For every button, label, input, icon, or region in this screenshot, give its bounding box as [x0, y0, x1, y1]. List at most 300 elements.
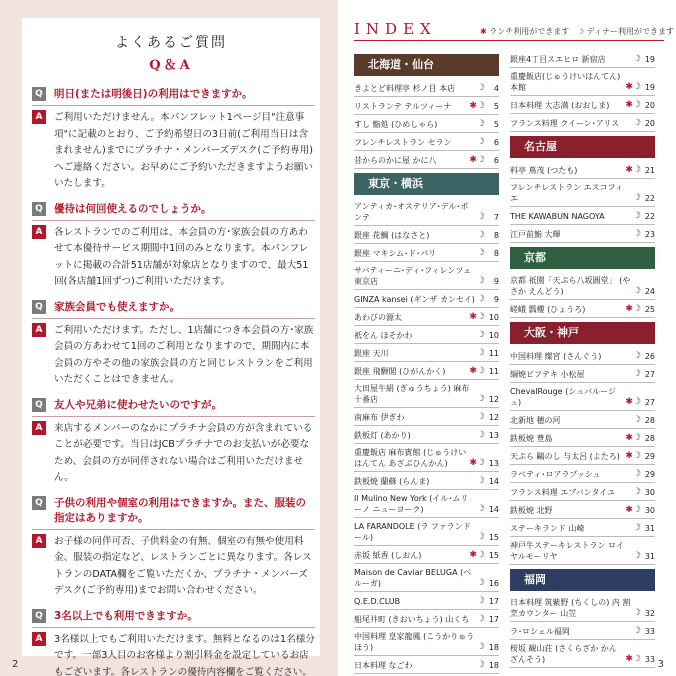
restaurant-name: 嵯峨 瓢樓 (ひょうろ)	[510, 305, 586, 314]
legend-dinner-label: ディナー利用ができます	[586, 27, 674, 36]
answer-text: 3名様以上でもご利用いただけます。無料となるのは1名様分です。一部3人目のお客様より割引料金を設定しているお店もございます。各レストランの優待内容欄をご覧ください。	[54, 633, 315, 676]
index-entry	[354, 592, 499, 610]
answer-row	[32, 106, 315, 195]
page-ref: 16	[488, 579, 499, 588]
a-badge: A	[32, 323, 46, 337]
star-lunch-icon: ✱	[625, 397, 633, 407]
q-badge: Q	[32, 300, 46, 314]
availability-icons	[625, 397, 641, 408]
index-entry	[354, 115, 499, 133]
restaurant-name: 神戸牛ステーキレストラン ロイヤルモーリヤ	[510, 541, 624, 561]
restaurant-name: アンティカ･オステリア･デル･ポンテ	[354, 202, 469, 222]
star-lunch-icon: ✱	[469, 101, 477, 111]
answer-text: 来店するメンバーのなかにプラチナ会員の方が含まれていることが必要です。当日はJCBプラチナでのお支払いが必要なため、会員の方が同伴されない場合はご利用いただけません。	[54, 422, 313, 483]
moon-dinner-icon: ☽	[632, 505, 641, 515]
index-rule	[354, 40, 664, 41]
moon-dinner-icon: ☽	[476, 137, 485, 147]
page-ref: 31	[644, 524, 655, 533]
moon-dinner-icon: ☽	[476, 330, 485, 340]
moon-dinner-icon: ☽	[476, 532, 485, 542]
star-lunch-icon: ✱	[625, 100, 633, 110]
page-ref: 4	[493, 84, 499, 93]
index-entry	[354, 408, 499, 426]
availability-icons	[469, 312, 485, 323]
page-ref: 12	[488, 413, 499, 422]
index-entry	[354, 133, 499, 151]
availability-icons	[477, 330, 485, 341]
page-ref: 18	[488, 661, 499, 670]
availability-icons	[625, 654, 641, 665]
page-ref: 13	[488, 459, 499, 468]
moon-dinner-icon: ☽	[476, 394, 485, 404]
availability-icons	[633, 626, 641, 637]
star-lunch-icon: ✱	[469, 155, 477, 165]
availability-icons	[477, 596, 485, 607]
availability-icons	[625, 433, 641, 444]
availability-icons	[633, 415, 641, 426]
answer-row	[32, 417, 315, 489]
availability-icons	[469, 155, 485, 166]
index-entry	[354, 198, 499, 226]
availability-icons	[633, 369, 641, 380]
moon-dinner-icon: ☽	[632, 165, 641, 175]
index-section-header: 京都	[510, 247, 655, 269]
star-lunch-icon: ✱	[469, 458, 477, 468]
moon-dinner-icon: ☽	[476, 412, 485, 422]
restaurant-name: 銀座 飛騨閣 (ひがんかく)	[354, 367, 446, 376]
availability-icons	[633, 351, 641, 362]
answer-row	[32, 530, 315, 602]
index-entry	[510, 465, 655, 483]
index-legend	[480, 26, 674, 37]
index-entry	[354, 326, 499, 344]
moon-dinner-icon: ☽	[476, 550, 485, 560]
page-ref: 19	[644, 55, 655, 64]
page-ref: 17	[488, 597, 499, 606]
restaurant-name: Q.E.D.CLUB	[354, 597, 401, 606]
availability-icons	[477, 642, 485, 653]
restaurant-name: 銀座4丁目スエヒロ 新宿店	[510, 55, 606, 64]
page-ref: 26	[644, 352, 655, 361]
qa-subtitle: Q＆A	[149, 58, 193, 73]
restaurant-name: THE KAWABUN NAGOYA	[510, 212, 605, 221]
availability-icons	[477, 348, 485, 359]
page-ref: 28	[644, 416, 655, 425]
qa-item	[32, 394, 315, 489]
page-ref: 9	[493, 277, 499, 286]
index-entry	[354, 244, 499, 262]
index-entry	[510, 383, 655, 411]
qa-list	[32, 80, 315, 676]
availability-icons	[633, 118, 641, 129]
page-ref: 22	[644, 212, 655, 221]
star-lunch-icon: ✱	[625, 505, 633, 515]
moon-dinner-icon: ☽	[632, 304, 641, 314]
restaurant-name: 北新地 穂の河	[510, 416, 561, 425]
restaurant-name: ラ･ロシェル福岡	[510, 627, 570, 636]
page-ref: 17	[488, 615, 499, 624]
right-page	[338, 0, 676, 676]
index-entry	[354, 308, 499, 326]
page-ref: 15	[488, 551, 499, 560]
moon-dinner-icon: ☽	[476, 248, 485, 258]
index-entry	[354, 518, 499, 546]
page-ref: 29	[644, 470, 655, 479]
index-entry	[510, 483, 655, 501]
question-text: 3名以上でも利用できますか。	[54, 609, 198, 622]
page-ref: 30	[644, 488, 655, 497]
moon-dinner-icon: ☽	[476, 348, 485, 358]
qa-item	[32, 198, 315, 293]
index-section-header: 大阪・神戸	[510, 322, 655, 344]
moon-dinner-icon: ☽	[476, 504, 485, 514]
availability-icons	[477, 230, 485, 241]
qa-item	[32, 296, 315, 391]
a-badge: A	[32, 110, 46, 124]
page-ref: 10	[488, 313, 499, 322]
restaurant-name: あわびの源太	[354, 313, 402, 322]
index-entry	[354, 79, 499, 97]
index-entry	[510, 207, 655, 225]
restaurant-name: ステーキランド 山崎	[510, 524, 585, 533]
index-entry	[510, 179, 655, 207]
page-ref: 8	[493, 249, 499, 258]
restaurant-name: 日本料理 大志満 (おおしま)	[510, 101, 610, 110]
qa-title: よくあるご質問	[115, 35, 227, 51]
question-row	[32, 198, 315, 221]
index-entry	[510, 365, 655, 383]
moon-dinner-icon: ☽	[476, 119, 485, 129]
index-column-1	[354, 50, 499, 674]
restaurant-name: 日本料理 筑紫野 (ちくしの) 内 割烹カウンター 山笠	[510, 598, 631, 618]
restaurant-name: LA FARANDOLE (ラ ファランドール)	[354, 522, 471, 542]
page-ref: 6	[493, 138, 499, 147]
moon-dinner-icon: ☽	[632, 451, 641, 461]
moon-dinner-icon: ☽	[476, 294, 485, 304]
availability-icons	[477, 394, 485, 405]
restaurant-name: Maison de Caviar BELUGA (ベルーガ)	[354, 568, 472, 588]
page-ref: 31	[644, 552, 655, 561]
index-entry	[354, 490, 499, 518]
availability-icons	[477, 137, 485, 148]
restaurant-name: 料亭 蔦茂 (つたも)	[510, 166, 578, 175]
index-section-header: 福岡	[510, 569, 655, 591]
availability-icons	[477, 660, 485, 671]
question-text: 友人や兄弟に使わせたいのですが。	[54, 398, 222, 411]
page-number-left: 2	[12, 659, 19, 670]
restaurant-name: フレンチレストラン エスコフィエ	[510, 183, 623, 203]
moon-dinner-icon: ☽	[632, 118, 641, 128]
moon-dinner-icon: ☽	[632, 100, 641, 110]
restaurant-name: 赤坂 紙香 (しおん)	[354, 551, 422, 560]
star-lunch-icon: ✱	[625, 433, 633, 443]
availability-icons	[469, 101, 485, 112]
page-ref: 22	[644, 194, 655, 203]
index-entry	[510, 429, 655, 447]
index-entry	[354, 472, 499, 490]
availability-icons	[469, 550, 485, 561]
index-entry	[354, 290, 499, 308]
moon-dinner-icon: ☽	[632, 397, 641, 407]
restaurant-name: 綱焼ビフテキ 小松屋	[510, 370, 585, 379]
availability-icons	[625, 505, 641, 516]
moon-dinner-icon: ☽	[632, 229, 641, 239]
page-ref: 5	[493, 120, 499, 129]
index-entry	[354, 656, 499, 674]
index-column-2	[510, 50, 655, 668]
availability-icons	[633, 193, 641, 204]
star-lunch-icon: ✱	[469, 550, 477, 560]
restaurant-name: 中国料理 皇家龍鳳 (こうかりゅうほう)	[354, 632, 475, 652]
star-lunch-icon: ✱	[469, 366, 477, 376]
index-entry	[510, 519, 655, 537]
page-ref: 7	[493, 213, 499, 222]
page-ref: 27	[644, 370, 655, 379]
index-entry	[510, 161, 655, 179]
moon-dinner-icon: ☽	[632, 523, 641, 533]
star-lunch-icon: ✱	[480, 27, 487, 36]
index-entry	[354, 546, 499, 564]
availability-icons	[477, 430, 485, 441]
star-lunch-icon: ✱	[469, 312, 477, 322]
page-ref: 11	[488, 349, 499, 358]
moon-dinner-icon: ☽	[632, 654, 641, 664]
page-ref: 23	[644, 230, 655, 239]
restaurant-name: 重慶飯店 麻布賓館 (じゅうけいはんてん あざぶひんかん)	[354, 448, 467, 468]
restaurant-name: 銀座 マキシム･ド･パリ	[354, 249, 437, 258]
availability-icons	[477, 532, 485, 543]
moon-dinner-icon: ☽	[632, 415, 641, 425]
index-entry	[354, 628, 499, 656]
page-ref: 14	[488, 477, 499, 486]
question-row	[32, 492, 315, 530]
index-entry	[354, 226, 499, 244]
page-ref: 12	[488, 395, 499, 404]
page-ref: 32	[644, 609, 655, 618]
index-entry	[510, 622, 655, 640]
page-ref: 33	[644, 655, 655, 664]
restaurant-name: 鉄板焼 北野	[510, 506, 553, 515]
availability-icons	[477, 212, 485, 223]
question-row	[32, 296, 315, 319]
a-badge: A	[32, 225, 46, 239]
page-ref: 18	[488, 643, 499, 652]
restaurant-name: すし 鮨処 (ひめしゃら)	[354, 120, 438, 129]
restaurant-name: 大田屋牛絹 (ぎゅうちょう) 麻布十番店	[354, 384, 470, 404]
restaurant-name: リストランテ テルツィーナ	[354, 102, 452, 111]
answer-row	[32, 221, 315, 293]
availability-icons	[633, 286, 641, 297]
index-entry	[510, 114, 655, 132]
legend-lunch-label: ランチ利用ができます	[489, 27, 570, 36]
index-entry	[354, 426, 499, 444]
moon-dinner-icon: ☽	[476, 430, 485, 440]
index-entry	[510, 501, 655, 519]
index-entry	[354, 380, 499, 408]
answer-text: ご利用いただけません。本パンフレット1ページ目"注意事項"に記載のとおり、ご予約希望日の3日前(ご利用当日は含まれません)までにプラチナ・メンバーズデスク(ご予約専用)へご連絡ください。お早めにご予約いただきますようお願いいたします。	[54, 112, 314, 189]
moon-dinner-icon: ☽	[476, 596, 485, 606]
moon-dinner-icon: ☽	[632, 351, 641, 361]
answer-row	[32, 319, 315, 391]
page-ref: 6	[493, 156, 499, 165]
availability-icons	[477, 504, 485, 515]
availability-icons	[625, 82, 641, 93]
index-entry	[354, 262, 499, 290]
moon-dinner-icon: ☽	[476, 642, 485, 652]
restaurant-name: 祇をん ほそかわ	[354, 331, 413, 340]
moon-dinner-icon: ☽	[476, 458, 485, 468]
page-ref: 20	[644, 119, 655, 128]
moon-dinner-icon: ☽	[632, 626, 641, 636]
moon-dinner-icon: ☽	[476, 155, 485, 165]
question-row	[32, 605, 315, 628]
restaurant-name: フランス料理 クイーン･アリス	[510, 119, 620, 128]
restaurant-name: サバティーニ･ディ･フィレンツェ 東京店	[354, 266, 472, 286]
moon-dinner-icon: ☽	[632, 608, 641, 618]
answer-text: お子様の同伴可否、子供料金の有無、個室の有無や使用料金、服装の指定など、レストランごとに異なります。各レストランのDATA欄をご覧いただくか、プラチナ・メンバーズデスク(ご予約専用)までお問い合わせください。	[54, 535, 312, 596]
restaurant-name: 江戸前鮨 大輝	[510, 230, 561, 239]
restaurant-name: フランス料理 エブバンタイユ	[510, 488, 615, 497]
index-entry	[354, 444, 499, 472]
page-ref: 29	[644, 452, 655, 461]
index-entry	[510, 594, 655, 622]
moon-dinner-icon: ☽	[632, 369, 641, 379]
page-ref: 25	[644, 305, 655, 314]
question-row	[32, 83, 315, 106]
question-text: 家族会員でも使えますか。	[54, 300, 180, 313]
restaurant-name: 中国料理 燦宮 (さんぐう)	[510, 352, 602, 361]
moon-dinner-icon: ☽	[632, 433, 641, 443]
star-lunch-icon: ✱	[625, 82, 633, 92]
moon-dinner-icon: ☽	[576, 27, 585, 36]
restaurant-name: 昔からのかに屋 かに八	[354, 156, 437, 165]
moon-dinner-icon: ☽	[476, 230, 485, 240]
page-ref: 14	[488, 505, 499, 514]
page-ref: 33	[644, 627, 655, 636]
star-lunch-icon: ✱	[625, 304, 633, 314]
page-ref: 9	[493, 295, 499, 304]
page-ref: 10	[488, 331, 499, 340]
a-badge: A	[32, 632, 46, 646]
index-section-header: 名古屋	[510, 136, 655, 158]
index-entry	[510, 225, 655, 243]
restaurant-name: フレンチレストラン セラン	[354, 138, 452, 147]
answer-text: ご利用いただけます。ただし、1店舗につき本会員の方･家族会員の方あわせて1回のご利用となりますので、期間内に本会員の方やその他の家族会員の方と同じレストランをご利用いただくことはできません。	[54, 324, 314, 385]
moon-dinner-icon: ☽	[632, 286, 641, 296]
moon-dinner-icon: ☽	[476, 578, 485, 588]
a-badge: A	[32, 534, 46, 548]
index-entry	[510, 96, 655, 114]
moon-dinner-icon: ☽	[476, 476, 485, 486]
page-ref: 27	[644, 398, 655, 407]
moon-dinner-icon: ☽	[476, 614, 485, 624]
restaurant-name: 日本料理 なごわ	[354, 661, 413, 670]
availability-icons	[633, 608, 641, 619]
qa-card	[22, 18, 320, 676]
index-entry	[510, 640, 655, 668]
restaurant-name: 桜坂 観山荘 (さくらざか かんざんそう)	[510, 644, 617, 664]
star-lunch-icon: ✱	[625, 654, 633, 664]
q-badge: Q	[32, 398, 46, 412]
q-badge: Q	[32, 496, 46, 510]
availability-icons	[477, 276, 485, 287]
restaurant-name: 鉄板灯 (あかり)	[354, 431, 411, 440]
availability-icons	[477, 83, 485, 94]
moon-dinner-icon: ☽	[632, 487, 641, 497]
moon-dinner-icon: ☽	[632, 82, 641, 92]
availability-icons	[477, 578, 485, 589]
moon-dinner-icon: ☽	[632, 54, 641, 64]
index-entry	[510, 347, 655, 365]
restaurant-name: ラベティ･ロアラプッシュ	[510, 470, 601, 479]
answer-text: 各レストランでのご利用は、本会員の方･家族会員の方あわせて本優待サービス期間中1回のみとなります。本パンフレットに掲載の合計51店舗が対象店となりますので、最大51回(各店舗1回ずつ)ご利用いただけます。	[54, 226, 309, 287]
page-ref: 19	[644, 83, 655, 92]
index-entry	[354, 564, 499, 592]
page-ref: 5	[493, 102, 499, 111]
availability-icons	[477, 294, 485, 305]
star-lunch-icon: ✱	[625, 165, 633, 175]
page-ref: 8	[493, 231, 499, 240]
index-entry	[510, 447, 655, 465]
moon-dinner-icon: ☽	[476, 660, 485, 670]
answer-row	[32, 628, 315, 676]
availability-icons	[633, 551, 641, 562]
q-badge: Q	[32, 87, 46, 101]
question-text: 子供の利用や個室の利用はできますか。また、服装の指定はありますか。	[54, 496, 306, 524]
a-badge: A	[32, 421, 46, 435]
index-entry	[510, 50, 655, 68]
availability-icons	[477, 614, 485, 625]
restaurant-name: 銀座 天川	[354, 349, 389, 358]
q-badge: Q	[32, 609, 46, 623]
page-number-right: 3	[657, 659, 664, 670]
index-title: INDEX	[354, 20, 437, 38]
star-lunch-icon: ✱	[625, 451, 633, 461]
availability-icons	[633, 487, 641, 498]
index-entry	[510, 411, 655, 429]
index-entry	[354, 362, 499, 380]
index-entry	[354, 151, 499, 169]
index-entry	[354, 97, 499, 115]
availability-icons	[477, 412, 485, 423]
availability-icons	[625, 304, 641, 315]
availability-icons	[477, 248, 485, 259]
page-ref: 11	[488, 367, 499, 376]
moon-dinner-icon: ☽	[632, 211, 641, 221]
availability-icons	[633, 469, 641, 480]
page-ref: 21	[644, 166, 655, 175]
moon-dinner-icon: ☽	[476, 83, 485, 93]
restaurant-name: 京都 祇園「天ぷら八坂圓堂」 (やさか えんどう)	[510, 276, 631, 296]
restaurant-name: 船尾井町 (きおいちょう) 山くち	[354, 615, 470, 624]
index-entry	[510, 272, 655, 300]
availability-icons	[469, 458, 485, 469]
restaurant-name: GINZA kansei (ギンザ カンセイ)	[354, 295, 475, 304]
q-badge: Q	[32, 202, 46, 216]
availability-icons	[469, 366, 485, 377]
page-ref: 24	[644, 287, 655, 296]
index-entry	[510, 68, 655, 96]
question-text: 明日(または明後日)の利用はできますか。	[54, 88, 253, 100]
availability-icons	[477, 476, 485, 487]
availability-icons	[625, 100, 641, 111]
page-ref: 20	[644, 101, 655, 110]
restaurant-name: Il Mulino New York (イル･ムリーノ ニューヨーク)	[354, 494, 469, 514]
page-ref: 30	[644, 506, 655, 515]
restaurant-name: ChevalRouge (シュバルージュ)	[510, 387, 616, 407]
restaurant-name: きよとど料理亭 杉ノ目 本店	[354, 84, 456, 93]
restaurant-name: 重慶飯店(じゅうけいはんてん)本館	[510, 72, 621, 92]
